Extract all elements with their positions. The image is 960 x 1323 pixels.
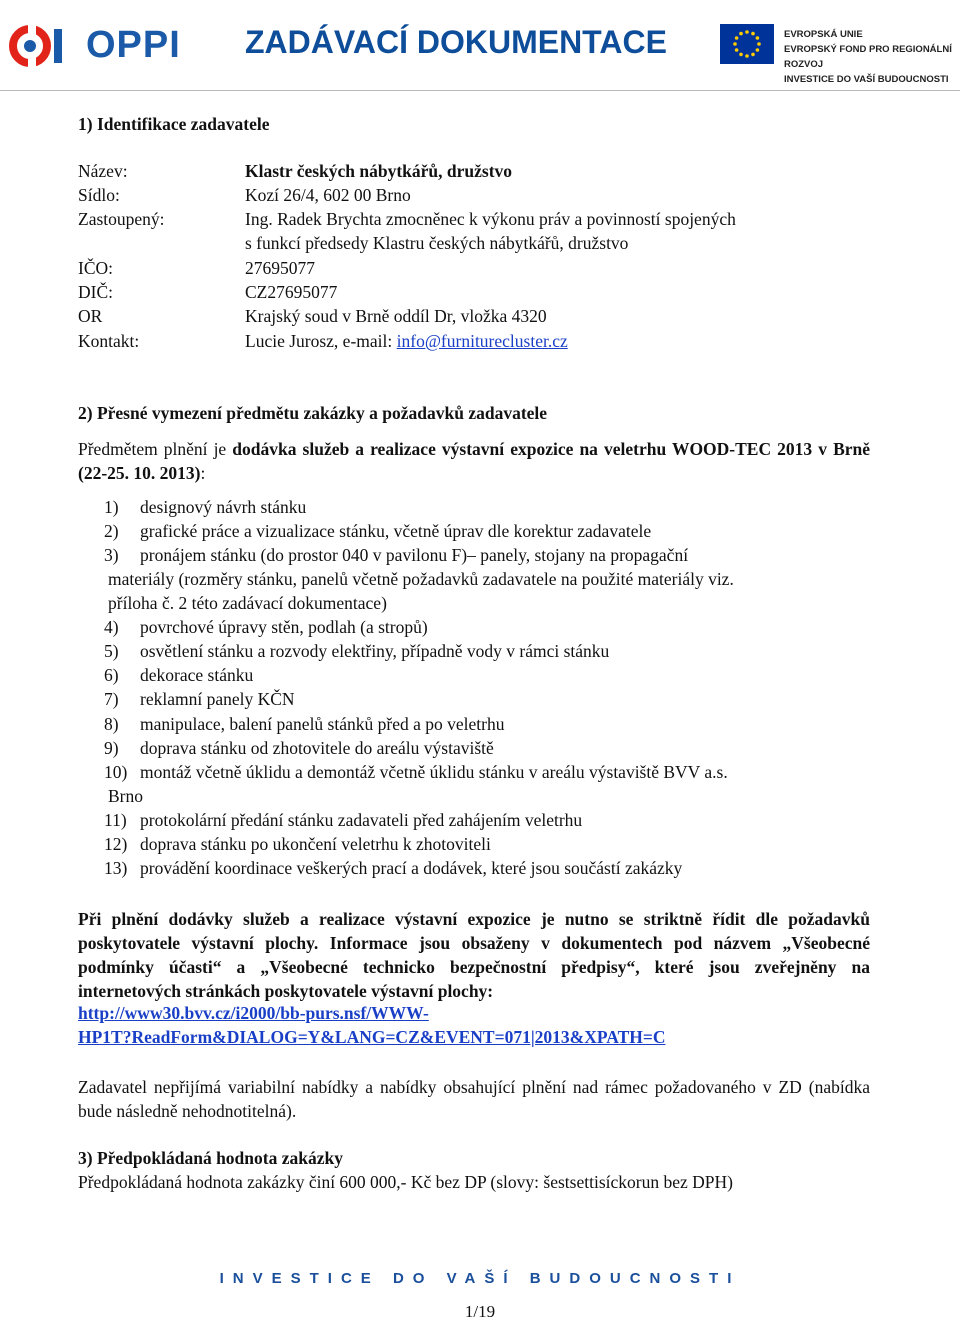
- eu-star: [751, 32, 755, 36]
- subject-colon: :: [200, 463, 206, 483]
- field-value: s funkcí předsedy Klastru českých nábytkářů, družstvo: [245, 233, 629, 253]
- eu-star: [757, 42, 761, 46]
- eu-star: [735, 36, 739, 40]
- eu-star: [756, 48, 760, 52]
- eu-flag-icon: [720, 24, 774, 64]
- list-item-number: 2): [104, 521, 119, 541]
- estimated-value-text: Předpokládaná hodnota zakázky činí 600 000,- Kč bez DP (slovy: šestsettisíckorun bez DPH): [78, 1172, 733, 1192]
- eu-star: [745, 54, 749, 58]
- oppi-logo-text: OPPI: [86, 24, 181, 66]
- list-item: osvětlení stánku a rozvody elektřiny, případně vody v rámci stánku: [140, 641, 610, 661]
- field-value: Ing. Radek Brychta zmocněnec k výkonu práv a povinností spojených: [245, 209, 736, 229]
- eu-star: [739, 32, 743, 36]
- list-item-number: 7): [104, 689, 119, 709]
- eu-star: [745, 30, 749, 34]
- list-item: provádění koordinace veškerých prací a dodávek, které jsou součástí zakázky: [140, 858, 683, 878]
- bvv-link[interactable]: http://www30.bvv.cz/i2000/bb-purs.nsf/WWW-: [78, 1003, 429, 1023]
- list-item-number: 8): [104, 714, 119, 734]
- eu-star: [751, 53, 755, 57]
- list-item-number: 5): [104, 641, 119, 661]
- eu-caption: [784, 27, 960, 87]
- list-item-number: 1): [104, 497, 119, 517]
- eu-caption-line: EVROPSKÝ FOND PRO REGIONÁLNÍ ROZVOJ: [784, 44, 952, 70]
- list-item: montáž včetně úklidu a demontáž včetně úklidu stánku v areálu výstaviště BVV a.s.: [140, 762, 728, 782]
- subject-bold: dodávka služeb a realizace výstavní expozice na veletrhu WOOD-TEC 2013 v Brně (22-25. 10. 2013): [78, 439, 871, 483]
- list-item: reklamní panely KČN: [140, 689, 295, 709]
- document-title: ZADÁVACÍ DOKUMENTACE: [245, 24, 667, 60]
- oppi-logo: [8, 18, 181, 74]
- field-value: Krajský soud v Brně oddíl Dr, vložka 4320: [245, 306, 547, 326]
- field-label: Zastoupený:: [78, 209, 165, 229]
- list-item: designový návrh stánku: [140, 497, 307, 517]
- field-label: Kontakt:: [78, 331, 140, 351]
- list-item: dekorace stánku: [140, 665, 254, 685]
- list-item-continuation: příloha č. 2 této zadávací dokumentace): [108, 593, 387, 613]
- field-value: CZ27695077: [245, 282, 338, 302]
- list-item: povrchové úpravy stěn, podlah (a stropů): [140, 617, 428, 637]
- contact-value: [245, 331, 568, 352]
- oppi-logo-icon: [8, 18, 78, 74]
- eu-star: [735, 48, 739, 52]
- list-item-number: 13): [104, 858, 128, 878]
- field-value: Kozí 26/4, 602 00 Brno: [245, 185, 411, 205]
- list-item: protokolární předání stánku zadavateli před zahájením veletrhu: [140, 810, 583, 830]
- requirements-paragraph: Při plnění dodávky služeb a realizace výstavní expozice je nutno se striktně řídit dle požadavků poskytovatele výstavní plochy. Informace jsou obsaženy v dokumentech pod názvem „Všeobecné podmínky účasti“ a „Všeobecné technicko bezpečnostní předpisy“, které jsou zveřejněny na internetových stránkách poskytovatele výstavní plochy:: [78, 909, 870, 1001]
- field-label: DIČ:: [78, 282, 113, 302]
- list-item-number: 10): [104, 762, 128, 782]
- list-item-number: 4): [104, 617, 119, 637]
- section-1-heading: 1) Identifikace zadavatele: [78, 114, 270, 134]
- list-item: doprava stánku od zhotovitele do areálu výstaviště: [140, 738, 494, 758]
- list-item-number: 6): [104, 665, 119, 685]
- field-label: IČO:: [78, 258, 113, 278]
- list-item: doprava stánku po ukončení veletrhu k zhotoviteli: [140, 834, 491, 854]
- field-value: 27695077: [245, 258, 315, 278]
- variant-paragraph: Zadavatel nepřijímá variabilní nabídky a nabídky obsahující plnění nad rámec požadovaného v ZD (nabídka bude následně nehodnotitelná).: [78, 1077, 870, 1121]
- subject-paragraph: [78, 437, 870, 485]
- page-number: 1/19: [464, 1302, 496, 1321]
- eu-star: [733, 42, 737, 46]
- field-value: Klastr českých nábytkářů, družstvo: [245, 161, 513, 181]
- contact-text: Lucie Jurosz, e-mail:: [245, 331, 397, 351]
- list-item-continuation: Brno: [108, 786, 143, 806]
- list-item: pronájem stánku (do prostor 040 v pavilonu F)– panely, stojany na propagační: [140, 545, 689, 565]
- list-item-number: 3): [104, 545, 119, 565]
- eu-caption-line: INVESTICE DO VAŠÍ BUDOUCNOSTI: [784, 74, 949, 85]
- eu-star: [739, 53, 743, 57]
- footer-slogan: INVESTICE DO VAŠÍ BUDOUCNOSTI: [219, 1270, 741, 1287]
- eu-caption-line: EVROPSKÁ UNIE: [784, 29, 863, 40]
- section-3-heading: 3) Předpokládaná hodnota zakázky: [78, 1148, 343, 1168]
- field-label: Název:: [78, 161, 128, 181]
- subject-intro: Předmětem plnění je: [78, 439, 233, 459]
- list-item-number: 12): [104, 834, 128, 854]
- email-link[interactable]: info@furniturecluster.cz: [396, 331, 568, 351]
- list-item: grafické práce a vizualizace stánku, včetně úprav dle korektur zadavatele: [140, 521, 652, 541]
- bvv-link-continued[interactable]: HP1T?ReadForm&DIALOG=Y&LANG=CZ&EVENT=071|2013&XPATH=C: [78, 1027, 666, 1047]
- page-header: [0, 0, 960, 91]
- eu-star: [756, 36, 760, 40]
- section-2-heading: 2) Přesné vymezení předmětu zakázky a požadavků zadavatele: [78, 403, 548, 423]
- list-item-number: 9): [104, 738, 119, 758]
- field-label: Sídlo:: [78, 185, 120, 205]
- field-label: OR: [78, 306, 103, 326]
- list-item: manipulace, balení panelů stánků před a po veletrhu: [140, 714, 505, 734]
- list-item-number: 11): [104, 810, 127, 830]
- list-item-continuation: materiály (rozměry stánku, panelů včetně požadavků zadavatele na použité materiály viz.: [108, 569, 734, 589]
